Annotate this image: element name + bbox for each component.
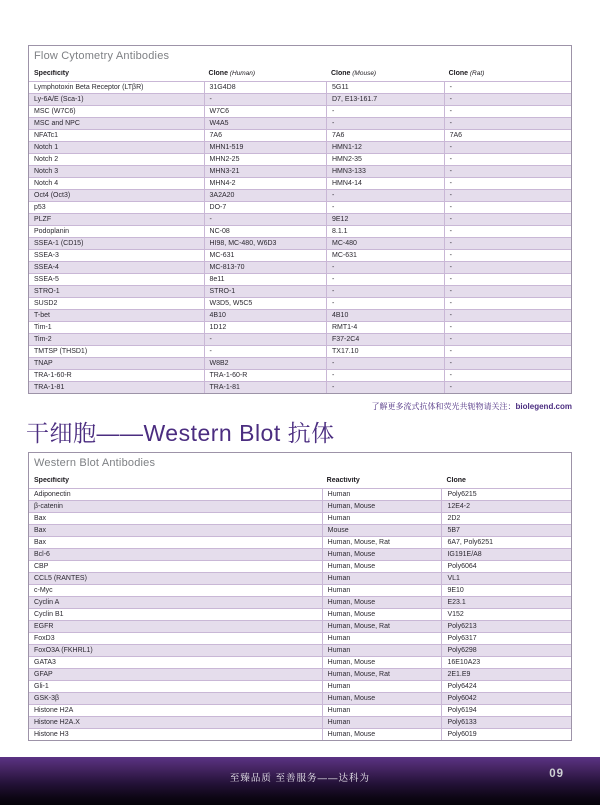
table-cell: 5B7 <box>441 525 571 536</box>
flow-table-title: Flow Cytometry Antibodies <box>34 50 170 62</box>
table-row <box>29 572 571 584</box>
table-row <box>29 560 571 572</box>
table-row <box>29 524 571 536</box>
page-footer <box>0 757 600 805</box>
column-header-label: Specificity <box>34 476 70 484</box>
table-cell: STRO-1 <box>204 286 326 297</box>
table-cell: 9E12 <box>326 214 444 225</box>
table-cell: TNAP <box>34 360 53 367</box>
table-cell: MHN4-2 <box>204 178 326 189</box>
table-cell: RMT1-4 <box>326 322 444 333</box>
table-cell: - <box>326 358 444 369</box>
table-cell: Cyclin A <box>34 599 60 606</box>
table-cell: E23.1 <box>441 597 571 608</box>
table-cell: - <box>204 214 326 225</box>
table-cell: - <box>444 226 571 237</box>
table-row <box>29 333 571 345</box>
table-cell: W3D5, W5C5 <box>204 298 326 309</box>
table-cell: TRA-1-60-R <box>204 370 326 381</box>
table-cell: EGFR <box>34 623 54 630</box>
table-cell: - <box>204 334 326 345</box>
table-row <box>29 249 571 261</box>
table-row <box>29 381 571 393</box>
table-cell: - <box>444 178 571 189</box>
page-number: 09 <box>549 768 564 780</box>
table-row <box>29 273 571 285</box>
table-row <box>29 261 571 273</box>
table-cell: Poly6213 <box>441 621 571 632</box>
table-cell: Poly6133 <box>441 717 571 728</box>
table-cell: 4B10 <box>204 310 326 321</box>
table-cell: - <box>444 310 571 321</box>
table-row <box>29 105 571 117</box>
biolegend-note <box>372 401 572 412</box>
table-row <box>29 141 571 153</box>
table-cell: Poly6194 <box>441 705 571 716</box>
table-cell: Human <box>322 513 442 524</box>
table-cell: DO-7 <box>204 202 326 213</box>
table-row <box>29 548 571 560</box>
table-cell: MC-631 <box>326 250 444 261</box>
table-cell: Tim-1 <box>34 324 52 331</box>
table-cell: MSC (W7C6) <box>34 108 76 115</box>
column-header-label: Clone <box>208 69 228 77</box>
table-row <box>29 177 571 189</box>
table-cell: HI98, MC-480, W6D3 <box>204 238 326 249</box>
table-cell: HMN3-133 <box>326 166 444 177</box>
table-cell: - <box>326 274 444 285</box>
western-blot-table <box>28 452 572 741</box>
table-cell: - <box>444 94 571 105</box>
table-cell: - <box>444 106 571 117</box>
column-header <box>444 70 571 77</box>
table-cell: - <box>444 298 571 309</box>
column-header <box>204 70 326 77</box>
column-header <box>29 477 322 484</box>
table-row <box>29 81 571 93</box>
footer-slogan: 至臻品质 至善服务——达科为 <box>229 773 371 784</box>
table-cell: 7A6 <box>444 130 571 141</box>
column-header-label: Clone <box>446 476 466 484</box>
table-cell: Human <box>322 681 442 692</box>
table-cell: 16E10A23 <box>441 657 571 668</box>
table-cell: MSC and NPC <box>34 120 80 127</box>
table-cell: Tim-2 <box>34 336 52 343</box>
wb-table-title: Western Blot Antibodies <box>34 457 156 469</box>
table-row <box>29 201 571 213</box>
table-row <box>29 512 571 524</box>
table-cell: 1D12 <box>204 322 326 333</box>
table-cell: NC-08 <box>204 226 326 237</box>
table-cell: VL1 <box>441 573 571 584</box>
table-cell: - <box>444 286 571 297</box>
section-heading: 干细胞——Western Blot 抗体 <box>26 420 335 446</box>
table-cell: 8.1.1 <box>326 226 444 237</box>
table-cell: TRA-1-60-R <box>34 372 72 379</box>
table-cell: - <box>326 382 444 393</box>
table-cell: Human, Mouse <box>322 597 442 608</box>
table-cell: - <box>326 118 444 129</box>
table-row <box>29 321 571 333</box>
column-header-label: Clone <box>448 69 469 77</box>
table-cell: IG191E/A8 <box>441 549 571 560</box>
table-row <box>29 608 571 620</box>
note-text: 了解更多流式抗体和荧光共轭物请关注： <box>371 402 516 411</box>
table-cell: MC-813-70 <box>204 262 326 273</box>
table-cell: Human, Mouse <box>322 609 442 620</box>
table-row <box>29 213 571 225</box>
table-cell: NFATc1 <box>34 132 58 139</box>
table-cell: Poly6424 <box>441 681 571 692</box>
table-cell: HMN4-14 <box>326 178 444 189</box>
table-cell: Human, Mouse, Rat <box>322 621 442 632</box>
table-cell: Adiponectin <box>34 491 71 498</box>
column-header-label: Reactivity <box>326 476 360 484</box>
column-header-label: Clone <box>331 69 351 77</box>
wb-table-body <box>29 488 571 740</box>
table-row <box>29 285 571 297</box>
table-cell: - <box>444 382 571 393</box>
table-cell: Poly6019 <box>441 729 571 740</box>
table-cell: GFAP <box>34 671 53 678</box>
table-cell: PLZF <box>34 216 52 223</box>
table-cell: - <box>444 262 571 273</box>
table-cell: Human <box>322 489 442 500</box>
table-row <box>29 656 571 668</box>
table-cell: Cyclin B1 <box>34 611 64 618</box>
table-cell: Histone H3 <box>34 731 69 738</box>
table-row <box>29 500 571 512</box>
table-cell: CCL5 (RANTES) <box>34 575 87 582</box>
table-cell: MHN1-519 <box>204 142 326 153</box>
table-cell: 2D2 <box>441 513 571 524</box>
table-cell: SSEA-1 (CD15) <box>34 240 84 247</box>
table-cell: - <box>444 250 571 261</box>
table-cell: - <box>444 370 571 381</box>
table-cell: - <box>444 274 571 285</box>
table-cell: Human, Mouse, Rat <box>322 537 442 548</box>
table-row <box>29 704 571 716</box>
table-row <box>29 189 571 201</box>
table-cell: - <box>326 298 444 309</box>
table-cell: - <box>444 238 571 249</box>
table-cell: Lymphotoxin Beta Receptor (LTβR) <box>34 84 144 91</box>
biolegend-link: biolegend.com <box>515 402 572 411</box>
table-cell: - <box>444 334 571 345</box>
table-cell: Human <box>322 717 442 728</box>
table-cell: MHN3-21 <box>204 166 326 177</box>
table-cell: W4A5 <box>204 118 326 129</box>
table-row <box>29 680 571 692</box>
table-cell: Mouse <box>322 525 442 536</box>
table-cell: - <box>444 214 571 225</box>
table-row <box>29 153 571 165</box>
table-cell: - <box>326 202 444 213</box>
table-row <box>29 357 571 369</box>
table-cell: TX17.10 <box>326 346 444 357</box>
table-cell: - <box>326 190 444 201</box>
table-cell: Poly6042 <box>441 693 571 704</box>
table-cell: - <box>326 370 444 381</box>
table-cell: - <box>444 202 571 213</box>
table-cell: Poly6298 <box>441 645 571 656</box>
table-row <box>29 584 571 596</box>
table-cell: - <box>444 118 571 129</box>
table-cell: GATA3 <box>34 659 56 666</box>
table-cell: 2E1.E9 <box>441 669 571 680</box>
table-cell: - <box>204 346 326 357</box>
table-cell: TRA-1-81 <box>34 384 65 391</box>
table-cell: - <box>204 94 326 105</box>
wb-table-header-row <box>29 472 571 488</box>
table-cell: Podoplanin <box>34 228 70 235</box>
table-cell: - <box>326 106 444 117</box>
table-cell: Poly6215 <box>441 489 571 500</box>
table-cell: W7C6 <box>204 106 326 117</box>
column-header <box>322 477 442 484</box>
table-cell: 5G11 <box>326 82 444 93</box>
table-row <box>29 644 571 656</box>
table-cell: - <box>444 166 571 177</box>
table-row <box>29 165 571 177</box>
table-cell: - <box>444 358 571 369</box>
table-cell: TMTSP (THSD1) <box>34 348 88 355</box>
table-cell: SSEA-4 <box>34 264 59 271</box>
table-cell: c-Myc <box>34 587 53 594</box>
table-row <box>29 632 571 644</box>
table-cell: 7A6 <box>204 130 326 141</box>
table-cell: Human, Mouse <box>322 693 442 704</box>
table-cell: W8B2 <box>204 358 326 369</box>
table-cell: Human <box>322 585 442 596</box>
table-cell: HMN2-35 <box>326 154 444 165</box>
table-cell: FoxO3A (FKHRL1) <box>34 647 93 654</box>
table-row <box>29 488 571 500</box>
table-cell: 3A2A20 <box>204 190 326 201</box>
table-cell: Human, Mouse <box>322 657 442 668</box>
table-cell: CBP <box>34 563 49 570</box>
table-cell: Notch 1 <box>34 144 59 151</box>
table-row <box>29 596 571 608</box>
table-row <box>29 237 571 249</box>
table-cell: Human, Mouse <box>322 501 442 512</box>
flow-table-body <box>29 81 571 393</box>
column-header <box>326 70 444 77</box>
table-row <box>29 129 571 141</box>
table-cell: Human <box>322 705 442 716</box>
table-row <box>29 93 571 105</box>
table-cell: GSK-3β <box>34 695 60 702</box>
table-cell: - <box>444 82 571 93</box>
table-cell: MC-631 <box>204 250 326 261</box>
table-cell: MHN2-25 <box>204 154 326 165</box>
flow-table-header-row <box>29 65 571 81</box>
table-row <box>29 225 571 237</box>
table-cell: Human <box>322 633 442 644</box>
table-cell: Notch 4 <box>34 180 59 187</box>
column-header-label: Specificity <box>34 69 70 77</box>
table-cell: - <box>444 190 571 201</box>
table-cell: 4B10 <box>326 310 444 321</box>
column-header <box>441 477 571 484</box>
table-cell: Poly6317 <box>441 633 571 644</box>
table-cell: T-bet <box>34 312 50 319</box>
table-row <box>29 668 571 680</box>
table-row <box>29 716 571 728</box>
table-cell: Human, Mouse, Rat <box>322 669 442 680</box>
table-cell: SUSD2 <box>34 300 58 307</box>
table-cell: HMN1-12 <box>326 142 444 153</box>
table-cell: - <box>444 322 571 333</box>
table-cell: Bcl-6 <box>34 551 50 558</box>
table-row <box>29 692 571 704</box>
table-cell: Notch 3 <box>34 168 59 175</box>
table-cell: Bax <box>34 539 47 546</box>
table-cell: F37-2C4 <box>326 334 444 345</box>
table-cell: β-catenin <box>34 503 63 510</box>
table-row <box>29 620 571 632</box>
table-row <box>29 369 571 381</box>
table-cell: 8e11 <box>204 274 326 285</box>
table-cell: MC-480 <box>326 238 444 249</box>
column-header-note: (Human) <box>227 69 256 77</box>
table-cell: Human <box>322 573 442 584</box>
table-cell: Human, Mouse <box>322 561 442 572</box>
table-cell: - <box>444 154 571 165</box>
table-cell: SSEA-5 <box>34 276 59 283</box>
table-cell: 12E4-2 <box>441 501 571 512</box>
table-cell: p53 <box>34 204 46 211</box>
table-cell: D7, E13-161.7 <box>326 94 444 105</box>
table-cell: - <box>326 286 444 297</box>
table-cell: STRO-1 <box>34 288 60 295</box>
table-cell: 6A7, Poly6251 <box>441 537 571 548</box>
column-header <box>29 70 204 77</box>
column-header-note: (Rat) <box>468 69 485 77</box>
table-row <box>29 297 571 309</box>
table-cell: 7A6 <box>326 130 444 141</box>
table-cell: - <box>326 262 444 273</box>
table-cell: - <box>444 142 571 153</box>
table-cell: TRA-1-81 <box>204 382 326 393</box>
table-cell: 9E10 <box>441 585 571 596</box>
column-header-note: (Mouse) <box>350 69 377 77</box>
table-row <box>29 728 571 740</box>
table-cell: FoxD3 <box>34 635 55 642</box>
table-row <box>29 117 571 129</box>
table-row <box>29 536 571 548</box>
table-cell: SSEA-3 <box>34 252 59 259</box>
table-cell: Human, Mouse <box>322 549 442 560</box>
table-cell: V152 <box>441 609 571 620</box>
table-cell: Histone H2A.X <box>34 719 80 726</box>
table-cell: Gli-1 <box>34 683 49 690</box>
table-row <box>29 309 571 321</box>
table-row <box>29 345 571 357</box>
table-cell: Bax <box>34 515 47 522</box>
flow-cytometry-table <box>28 45 572 394</box>
table-cell: Human <box>322 645 442 656</box>
table-cell: Oct4 (Oct3) <box>34 192 71 199</box>
table-cell: 31G4D8 <box>204 82 326 93</box>
table-cell: Notch 2 <box>34 156 59 163</box>
table-cell: Poly6064 <box>441 561 571 572</box>
table-cell: - <box>444 346 571 357</box>
table-cell: Bax <box>34 527 47 534</box>
table-cell: Human, Mouse <box>322 729 442 740</box>
table-cell: Ly-6A/E (Sca-1) <box>34 96 84 103</box>
table-cell: Histone H2A <box>34 707 74 714</box>
